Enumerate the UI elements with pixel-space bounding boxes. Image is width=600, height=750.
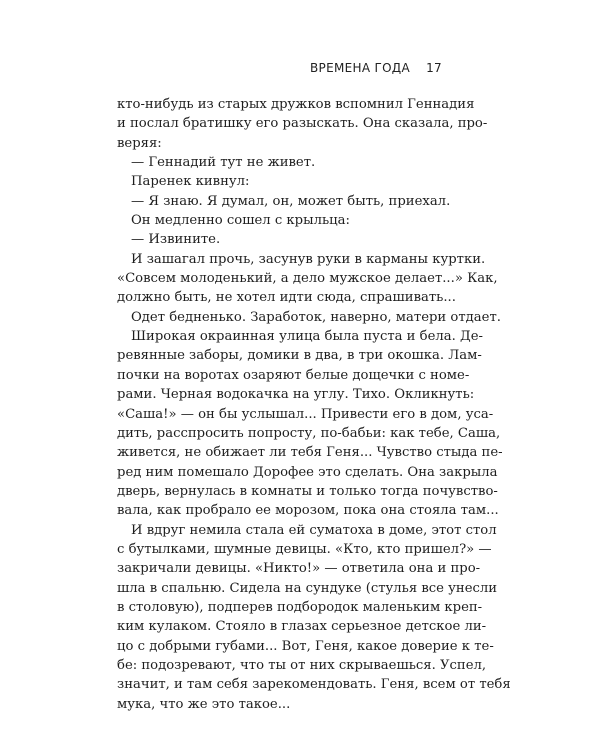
text-line: должно быть, не хотел идти сюда, спрашивать... [117,290,456,306]
text-line: мука, что же это такое... [117,696,291,712]
running-head [310,61,442,75]
text-line: — Геннадий тут не живет. [131,155,316,171]
text-line: с бутылками, шумные девицы. «Кто, кто пришел?» — [117,541,492,557]
body-text [117,95,511,714]
section-title: ВРЕМЕНА ГОДА [310,61,410,75]
text-line: Он медленно сошел с крыльца: [131,213,350,229]
text-line: в столовую), подперев подбородок маленьким креп- [117,599,483,615]
text-line: цо с добрыми губами... Вот, Геня, какое доверие к те- [117,638,494,654]
text-line: Широкая окраинная улица была пуста и бела. Де- [131,329,484,345]
page-number: 17 [426,61,442,75]
text-line: ред ним помешало Дорофее это сделать. Она закрыла [117,464,498,480]
text-line: И зашагал прочь, засунув руки в карманы куртки. [131,251,486,267]
text-line: кто-нибудь из старых дружков вспомнил Геннадия [117,97,475,112]
text-line: ревянные заборы, домики в два, в три окошка. Лам- [117,348,482,364]
text-line: — Я знаю. Я думал, он, может быть, приехал. [131,193,451,209]
text-line: дверь, вернулась в комнаты и только тогда почувство- [117,483,498,499]
text-line: живется, не обижает ли тебя Геня... Чувство стыда пе- [117,445,503,461]
text-line: бе: подозревают, что ты от них скрываешься. Успел, [117,657,487,673]
text-line: Одет бедненько. Заработок, наверно, матери отдает. [131,309,501,325]
text-line: рами. Черная водокачка на углу. Тихо. Окликнуть: [117,387,475,403]
text-line: И вдруг немила стала ей суматоха в доме, этот стол [131,522,497,538]
text-line: — Извините. [131,232,221,248]
text-line: и послал братишку его разыскать. Она сказала, про- [117,116,488,132]
text-line: Паренек кивнул: [131,174,250,190]
text-line: ким кулаком. Стояло в глазах серьезное детское ли- [117,619,487,635]
text-line: веряя: [117,135,162,151]
text-line: шла в спальню. Сидела на сундуке (стулья все унесли [117,580,498,596]
text-line: «Совсем молоденький, а дело мужское делает...» Как, [117,271,498,287]
text-line: значит, и там себя зарекомендовать. Геня, всем от тебя [117,677,511,693]
text-line: дить, расспросить попросту, по-бабьи: как тебе, Саша, [117,425,501,441]
text-line: «Саша!» — он бы услышал... Привести его в дом, уса- [117,406,494,422]
text-line: почки на воротах озаряют белые дощечки с номе- [117,367,470,383]
text-line: вала, как пробрало ее морозом, пока она стояла там... [117,503,499,519]
text-line: закричали девицы. «Никто!» — ответила она и про- [117,561,481,577]
